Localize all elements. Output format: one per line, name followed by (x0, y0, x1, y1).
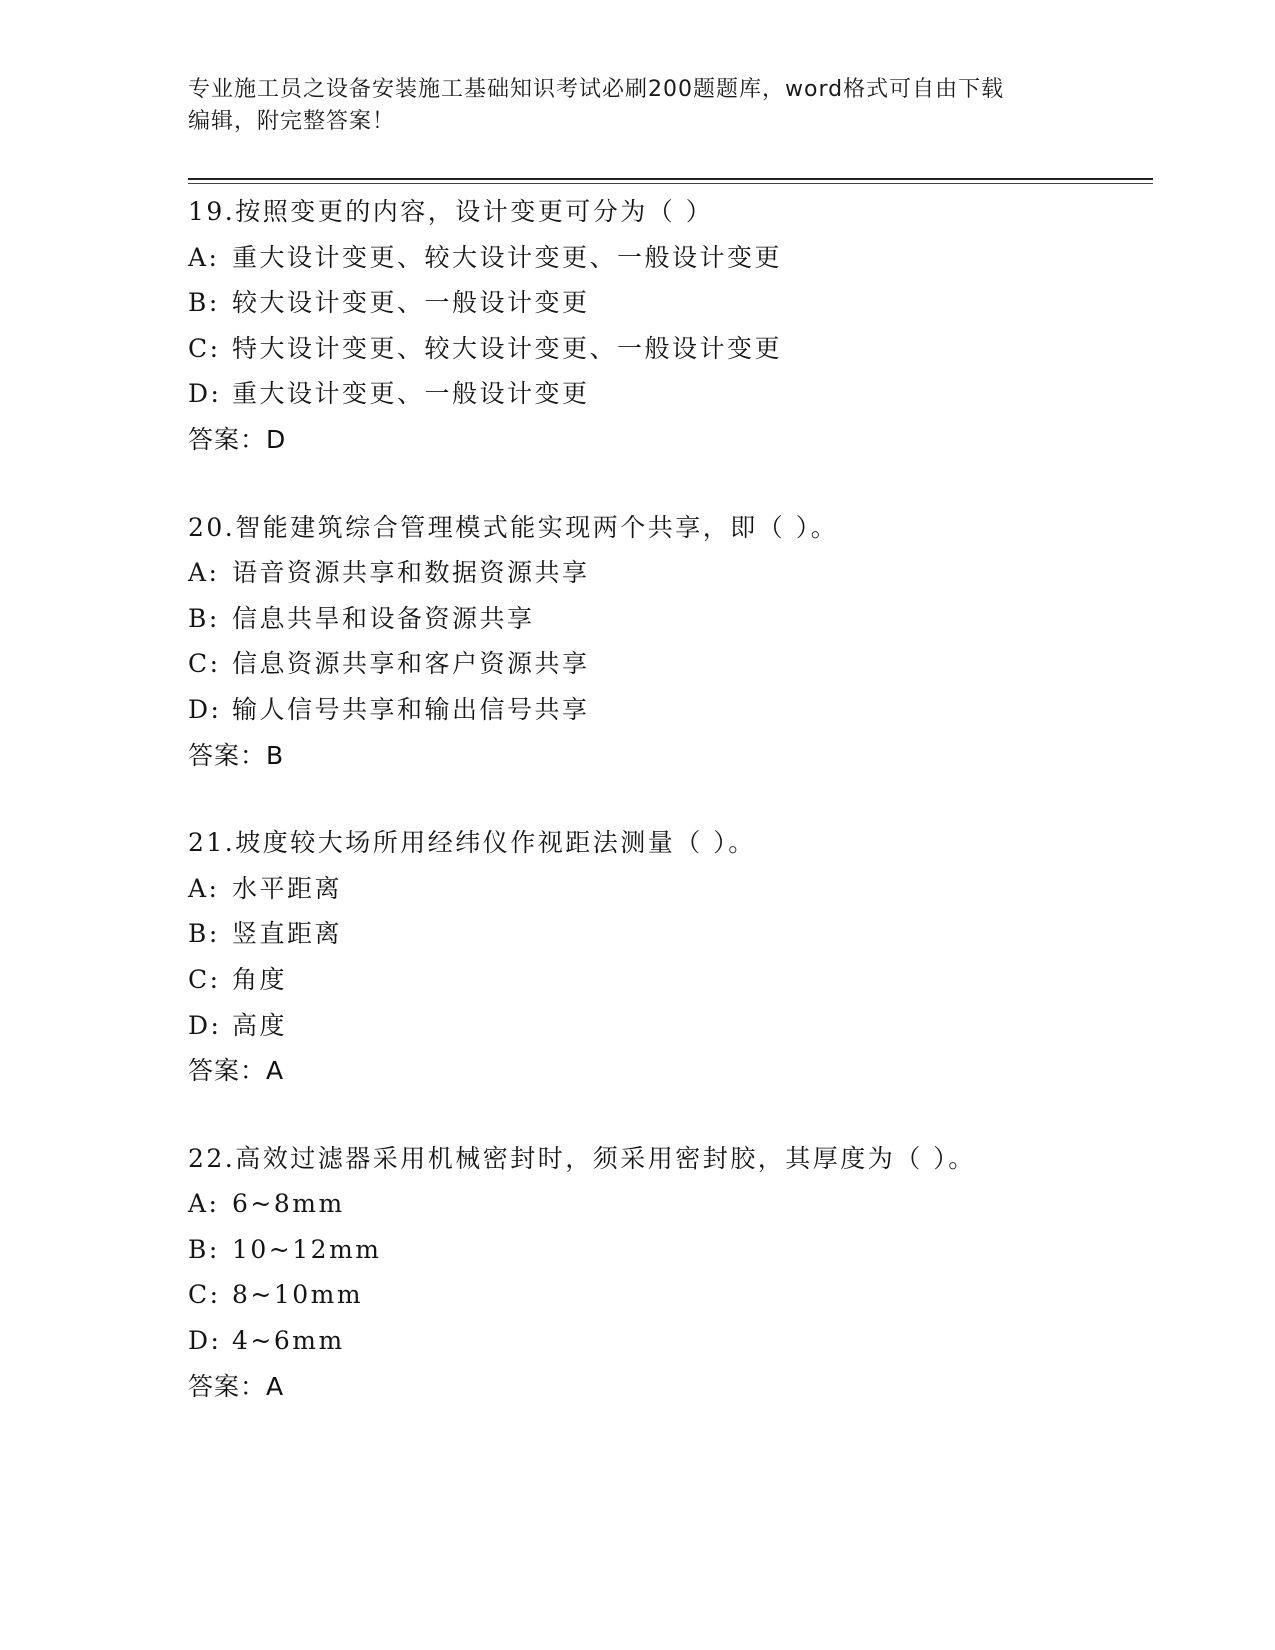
option-c (188, 641, 1148, 687)
option-letter: A: (188, 1189, 220, 1219)
question-19 (188, 189, 1148, 463)
option-c (188, 957, 1148, 1003)
document-header (188, 74, 1068, 138)
option-b (188, 911, 1148, 957)
option-text: 6~8mm (232, 1189, 345, 1219)
question-stem: 19.按照变更的内容，设计变更可分为（ ） (188, 197, 714, 226)
question-stem: 21.坡度较大场所用经纬仪作视距法测量（ ）。 (188, 828, 756, 858)
option-text: 竖直距离 (232, 919, 343, 949)
answer-line: 答案：A (188, 1056, 285, 1086)
option-c (188, 1272, 1148, 1318)
option-text: 角度 (232, 964, 288, 994)
option-c (188, 326, 1148, 372)
question-stem: 22.高效过滤器采用机械密封时，须采用密封胶，其厚度为（ ）。 (188, 1143, 976, 1173)
option-text: 信息资源共享和客户资源共享 (232, 649, 590, 679)
question-21 (188, 820, 1148, 1094)
option-b (188, 280, 1148, 326)
option-text: 信息共旱和设备资源共享 (232, 603, 535, 633)
option-a (188, 550, 1148, 596)
header-divider-thick (188, 178, 1153, 180)
question-stem: 20.智能建筑综合管理模式能实现两个共享，即（ ）。 (188, 512, 839, 542)
answer-line: 答案：A (188, 1371, 285, 1401)
option-d (188, 371, 1148, 417)
option-d (188, 1318, 1148, 1364)
option-letter: C: (188, 964, 221, 994)
option-text: 重大设计变更、一般设计变更 (232, 379, 590, 409)
option-letter: A: (188, 242, 220, 272)
option-a (188, 866, 1148, 912)
option-letter: C: (188, 1280, 221, 1310)
option-text: 重大设计变更、较大设计变更、一般设计变更 (232, 242, 783, 272)
answer-line: 答案：D (188, 424, 287, 454)
option-b (188, 1227, 1148, 1273)
option-text: 8~10mm (232, 1280, 364, 1310)
option-letter: B: (188, 919, 220, 949)
option-letter: A: (188, 558, 220, 588)
option-letter: D: (188, 1010, 222, 1040)
header-title-line-2: 编辑，附完整答案！ (188, 109, 396, 134)
option-letter: D: (188, 379, 222, 409)
option-d (188, 1003, 1148, 1049)
option-letter: B: (188, 1234, 220, 1264)
option-letter: D: (188, 694, 222, 724)
question-20 (188, 505, 1148, 779)
option-text: 特大设计变更、较大设计变更、一般设计变更 (232, 333, 783, 363)
option-text: 水平距离 (232, 873, 343, 903)
option-b (188, 596, 1148, 642)
option-text: 输人信号共享和输出信号共享 (232, 694, 590, 724)
option-text: 高度 (232, 1010, 288, 1040)
header-title-line-1: 专业施工员之设备安装施工基础知识考试必刷200题题库，word格式可自由下载 (188, 77, 1005, 102)
header-divider-thin (188, 183, 1153, 184)
option-letter: D: (188, 1326, 222, 1356)
option-a (188, 235, 1148, 281)
option-a (188, 1181, 1148, 1227)
option-text: 10~12mm (232, 1234, 382, 1264)
option-d (188, 687, 1148, 733)
answer-line: 答案：B (188, 740, 285, 770)
option-text: 较大设计变更、一般设计变更 (232, 288, 590, 318)
option-text: 4~6mm (232, 1326, 345, 1356)
question-list (188, 189, 1148, 1451)
question-22 (188, 1136, 1148, 1410)
option-letter: A: (188, 873, 220, 903)
option-letter: C: (188, 333, 221, 363)
option-letter: C: (188, 649, 221, 679)
option-letter: B: (188, 288, 220, 318)
option-letter: B: (188, 603, 220, 633)
option-text: 语音资源共享和数据资源共享 (232, 558, 590, 588)
